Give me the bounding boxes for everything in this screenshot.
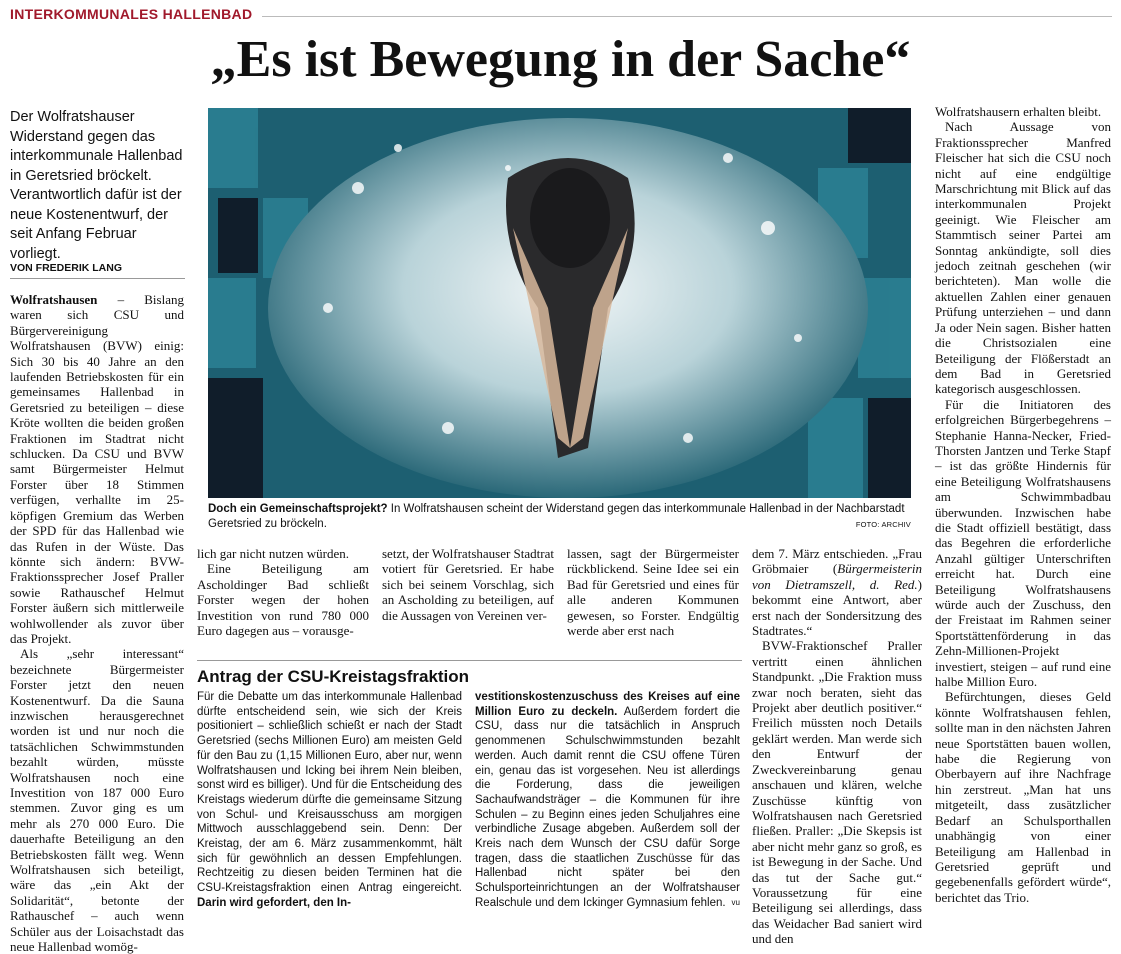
box-left-text: Für die Debatte um das interkommunale Hallenbad dürfte entscheidend sein, wie sich der Kreis positioniert – schließlich schießt er nach der Stadt Geretsried (sechs Millionen Euro) am meisten Geld für den Bau zu (1,15 Millionen Euro, aber nur, wenn Wolfratshausen und Icking bei ihrem Nein bleiben, sonst wird es billiger). Und für die Entscheidung des Kreistags wiederum dürfte die gemeinsame Sitzung von Schul- und Kreisausschuss am morgigen Mittwoch ausschlaggebend sein. Denn: Der Kreistag, der am 6. März zusammenkommt, hält sich für gewöhnlich an dessen Empfehlungen. Rechtzeitig zu diesen beiden Terminen hat die CSU-Kreistagsfraktion einen Antrag eingereicht. <box>197 691 462 895</box>
column-5 <box>752 546 922 947</box>
col6-p3: Für die Initiatoren des erfolgreichen Bürgerbegehrens – Stephanie Hanna-Necker, Fried-Thorsten Jantzen und Terke Stapf – ist das größte Hindernis für eine Beteiligung Wolfratshausens am Schwimmbadbau überwunden. Inzwischen habe die Stadt offiziell bestätigt, dass das Begehren die erforderliche Anzahl gültiger Unterschriften erreicht hat. Durch eine Beteiligung Wolfratshausens würde auch der Zuschuss, den der Freistaat im Rahmen seiner Sportstättenförderung in das Zehn-Millionen-Projekt investiert, steigen – auf rund eine halbe Million Euro. <box>935 396 1111 690</box>
box-right-bold: vestitionskostenzuschuss des Kreises auf eine Million Euro zu deckeln. <box>475 691 740 718</box>
col2-p1: lich gar nicht nutzen würden. <box>197 546 349 561</box>
box-title: Antrag der CSU-Kreistagsfraktion <box>197 660 742 687</box>
caption-lead: Doch ein Gemeinschaftsprojekt? <box>208 503 388 515</box>
box-right-text: Außerdem fordert die CSU, dass nur die tatsächlich in Anspruch genommenen Schulschwimmstunden bezahlt werden. Auch damit rennt die CSU offene Türen ein, genau das ist vorgesehen. Neu ist allerdings die Forderung, dass die jeweiligen Sachaufwandsträger – die Kommunen für ihre Schulen – zu Beginn eines jeden Schuljahres eine verbindliche Zusage abgeben. Außerdem soll der Kreis nach dem Wunsch der CSU dafür Sorge tragen, dass die staatlichen Zuschüsse für das Hallenbad nicht später bei den Schulsporteinrichtungen an der Wolfratshauser Realschule und dem Ickinger Gymnasium fehlen. <box>475 705 740 909</box>
top-rule <box>262 16 1112 17</box>
column-1 <box>10 292 184 954</box>
col6-p2: Nach Aussage von Fraktionssprecher Manfred Fleischer hat sich die CSU noch nicht auf eine endgültige Marschrichtung mit Blick auf das interkommunalen Projekt geeinigt. Wie Fleischer am Stammtisch seiner Partei am Sonntag ankündigte, soll dies jedoch zeitnah geschehen (wir berichteten). Man wolle die aktuellen Zahlen einer genauen Prüfung unterziehen – und dann Ja oder Nein sagen. Bisher hatten die Christsozialen eine Beteiligung der Flößerstadt an dem Bad in Geretsried kategorisch ausgeschlossen. <box>935 119 1111 397</box>
col6-p4: Befürchtungen, dieses Geld könnte Wolfratshausen fehlen, sollte man in den nächsten Jahren neue Sportstätten bauen wollen, habe die Regierung von Oberbayern auf ihre Nachfrage hin zerstreut. „Man hat uns mitgeteilt, dass zusätzlicher Bedarf an Schulsporthallen unabhängig von einer Beteiligung am Hallenbad in Geretsried geprüft und gegebenenfalls gefördert würde“, berichtet das Trio. <box>935 689 1111 905</box>
teaser: Der Wolfratshauser Widerstand gegen das interkommunale Hallenbad in Geretsried bröckelt. Verantwortlich dafür ist der neue Kostenentwurf, der seit Anfang Februar vorliegt. <box>10 109 183 262</box>
swimmer-photo <box>208 108 911 498</box>
column-4 <box>567 546 739 638</box>
box-right <box>475 690 740 911</box>
swimmer-photo-icon <box>208 108 911 498</box>
col3-p1: setzt, der Wolfratshauser Stadtrat votiert für Geretsried. Er habe sich bei seinem Vorschlag, sich an Ascholding zu beteiligen, auf die Aussagen von Vereinen ver- <box>382 546 554 623</box>
col2-p2: Eine Beteiligung am Ascholdinger Bad schließt Forster wegen der hohen Investition von rund 780 000 Euro dagegen aus – vorausge- <box>197 561 369 639</box>
photo-credit: FOTO: ARCHIV <box>855 520 911 529</box>
col5-p1-italic: Bürgermeisterin von Dietramszell, d. Red. <box>752 561 922 592</box>
box-left-bold: Darin wird gefordert, den In- <box>197 896 351 909</box>
col5-p1b: ) bekommt eine Antwort, aber erst nach der Sondersitzung des Stadtrates.“ <box>752 576 922 639</box>
author-sign: vu <box>731 897 740 907</box>
col6-p1: Wolfratshausern erhalten bleibt. <box>935 104 1102 119</box>
headline: „Es ist Bewegung in der Sache“ <box>210 31 911 88</box>
photo-caption <box>208 502 911 532</box>
col5-p2: BVW-Fraktionschef Praller vertritt einen ähnlichen Standpunkt. „Die Fraktion muss zwar noch beraten, sieht das Projekt aber deutlich positiver.“ Freilich müssten noch Details geklärt werden. Man werde sich den Entwurf der Zweckvereinbarung genau anschauen und klären, welche Zuschüsse künftig von Wolfratshausen nach Geretsried fließen. Praller: „Die Skepsis ist aber nicht mehr ganz so groß, es ist Bewegung in der Sache. Und das tut der Sache gut.“ Voraussetzung für eine Beteiligung sei allerdings, dass das Weidacher Bad saniert wird und den <box>752 638 922 947</box>
dateline: Wolfratshausen <box>10 292 98 307</box>
column-3 <box>382 546 554 623</box>
col1-p1: – Bislang waren sich CSU und Bürgervereinigung Wolfratshausen (BVW) einig: Sich 30 bis 40 Jahre an den laufenden Betriebskosten für ein gemeinsames Hallenbad in Geretsried zu beteiligen – diese Kröte wollten die beiden großen Fraktionen im Stadtrat nicht schlucken. Da CSU und BVW samt Bürgermeister Helmut Forster über 18 Stimmen verfügen, verhallte im 25-köpfigen Gremium das Werben der SPD für das Hallenbad wie das Rufen in der Wüste. Das könnte sich ändern: BVW-Fraktionssprecher Josef Praller sowie Rathauschef Helmut Forster äußern sich mittlerweile wohlwollender als zuvor über das Projekt. <box>10 292 184 646</box>
column-2 <box>197 546 369 638</box>
column-6 <box>935 104 1111 905</box>
box-left <box>197 690 462 911</box>
col4-p1: lassen, sagt der Bürgermeister rückblickend. Seine Idee sei ein Bad für Geretsried und eines für alle anderen Kommunen gewesen, so Forster. Endgültig werde aber erst nach <box>567 546 739 639</box>
caption-text: In Wolfratshausen scheint der Widerstand gegen das interkommunale Hallenbad in der Nachbarstadt Geretsried zu bröckeln. <box>208 503 905 530</box>
col1-p2: Als „sehr interessant“ bezeichnete Bürgermeister Forster jetzt den neuen Kostenentwurf. Da die Sauna inzwischen herausgerechnet worden ist und nur noch die tatsächlichen Schwimmstunden bezahlt würden, müsste Wolfratshausen noch eine Investition von 187 000 Euro stemmen. Zuvor ging es um mehr als 270 000 Euro. Die dauerhafte Beteiligung an den Betriebskosten fällt weg. Wenn Wolfratshausen sich beteiligt, wäre das „ein Akt der Solidarität“, betonte der Rathauschef – auch wenn Schüler aus der Loisachstadt das neue Hallenbad womög- <box>10 646 184 954</box>
byline: VON FREDERIK LANG <box>10 262 185 279</box>
col5-p1a: dem 7. März entschieden. „Frau Gröbmaier ( <box>752 546 922 577</box>
kicker: INTERKOMMUNALES HALLENBAD <box>10 6 253 22</box>
